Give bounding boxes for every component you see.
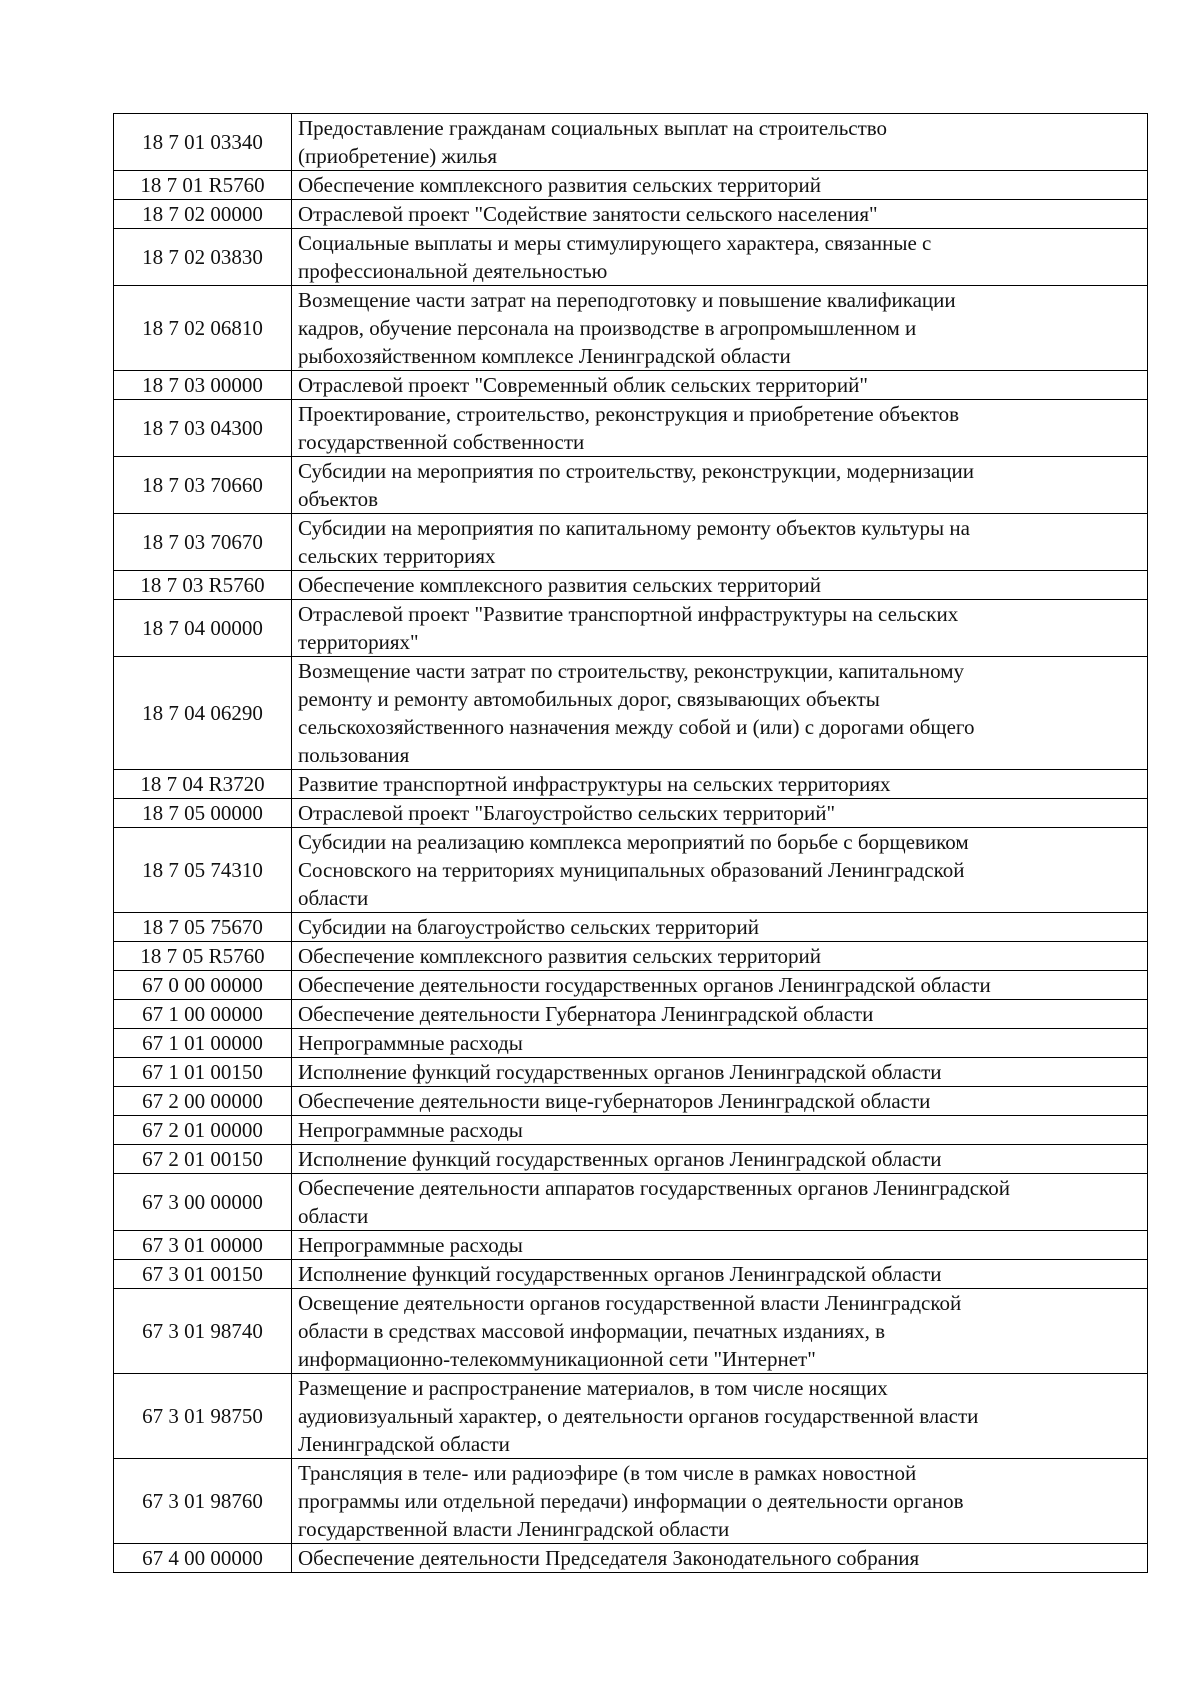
table-row [114,1544,1148,1573]
row-code: 67 0 00 00000 [114,971,292,1000]
table-row [114,171,1148,200]
row-description: Исполнение функций государственных органов Ленинградской области [292,1260,1148,1289]
row-description: Возмещение части затрат на переподготовку и повышение квалификации кадров, обучение персонала на производстве в агропромышленном и рыбохозяйственном комплексе Ленинградской области [292,286,1148,371]
row-code: 67 4 00 00000 [114,1544,292,1573]
row-code: 18 7 04 R3720 [114,770,292,799]
row-description: Исполнение функций государственных органов Ленинградской области [292,1145,1148,1174]
table-row [114,371,1148,400]
row-description: Непрограммные расходы [292,1116,1148,1145]
row-code: 18 7 05 00000 [114,799,292,828]
row-code: 18 7 04 00000 [114,600,292,657]
row-code: 18 7 05 74310 [114,828,292,913]
row-code: 67 2 00 00000 [114,1087,292,1116]
row-description: Субсидии на мероприятия по капитальному ремонту объектов культуры на сельских территориях [292,514,1148,571]
row-description: Субсидии на благоустройство сельских территорий [292,913,1148,942]
row-description: Предоставление гражданам социальных выплат на строительство (приобретение) жилья [292,114,1148,171]
table-row [114,1145,1148,1174]
table-row [114,1260,1148,1289]
row-code: 67 2 01 00000 [114,1116,292,1145]
table-row [114,200,1148,229]
row-description: Непрограммные расходы [292,1231,1148,1260]
table-row [114,913,1148,942]
row-description: Обеспечение комплексного развития сельских территорий [292,571,1148,600]
row-description: Возмещение части затрат по строительству, реконструкции, капитальному ремонту и ремонту автомобильных дорог, связывающих объекты сельскохозяйственного назначения между собой и (или) с дорогами общего пользования [292,657,1148,770]
row-code: 18 7 03 70660 [114,457,292,514]
row-description: Обеспечение деятельности аппаратов государственных органов Ленинградской области [292,1174,1148,1231]
table-row [114,1087,1148,1116]
row-code: 18 7 03 00000 [114,371,292,400]
row-code: 67 3 00 00000 [114,1174,292,1231]
table-row [114,971,1148,1000]
row-description: Обеспечение деятельности Губернатора Ленинградской области [292,1000,1148,1029]
table-row [114,799,1148,828]
row-code: 67 2 01 00150 [114,1145,292,1174]
row-code: 18 7 03 70670 [114,514,292,571]
table-row [114,770,1148,799]
table-row [114,1116,1148,1145]
row-code: 67 3 01 98760 [114,1459,292,1544]
row-code: 67 1 01 00150 [114,1058,292,1087]
row-code: 67 3 01 00000 [114,1231,292,1260]
row-description: Отраслевой проект "Развитие транспортной инфраструктуры на сельских территориях" [292,600,1148,657]
table-row [114,1289,1148,1374]
row-code: 18 7 05 R5760 [114,942,292,971]
table-row [114,600,1148,657]
row-description: Трансляция в теле- или радиоэфире (в том числе в рамках новостной программы или отдельной передачи) информации о деятельности органов государственной власти Ленинградской области [292,1459,1148,1544]
row-description: Обеспечение комплексного развития сельских территорий [292,171,1148,200]
row-code: 67 3 01 98740 [114,1289,292,1374]
row-description: Отраслевой проект "Благоустройство сельских территорий" [292,799,1148,828]
row-description: Отраслевой проект "Современный облик сельских территорий" [292,371,1148,400]
row-description: Исполнение функций государственных органов Ленинградской области [292,1058,1148,1087]
row-description: Размещение и распространение материалов, в том числе носящих аудиовизуальный характер, о деятельности органов государственной власти Ленинградской области [292,1374,1148,1459]
table-row [114,1174,1148,1231]
table-row [114,514,1148,571]
row-code: 18 7 01 03340 [114,114,292,171]
row-description: Субсидии на мероприятия по строительству, реконструкции, модернизации объектов [292,457,1148,514]
row-code: 18 7 03 R5760 [114,571,292,600]
table-row [114,229,1148,286]
row-description: Субсидии на реализацию комплекса мероприятий по борьбе с борщевиком Сосновского на территориях муниципальных образований Ленинградской области [292,828,1148,913]
budget-code-table [113,113,1148,1573]
table-row [114,1058,1148,1087]
table-row [114,942,1148,971]
table-row [114,286,1148,371]
row-description: Обеспечение деятельности государственных органов Ленинградской области [292,971,1148,1000]
row-code: 18 7 01 R5760 [114,171,292,200]
row-code: 18 7 02 00000 [114,200,292,229]
row-description: Развитие транспортной инфраструктуры на сельских территориях [292,770,1148,799]
table-row [114,457,1148,514]
row-description: Проектирование, строительство, реконструкция и приобретение объектов государственной собственности [292,400,1148,457]
table-row [114,1029,1148,1058]
row-code: 67 3 01 00150 [114,1260,292,1289]
table-row [114,571,1148,600]
table-body [114,114,1148,1573]
table-row [114,1000,1148,1029]
table-row [114,1459,1148,1544]
table-row [114,828,1148,913]
table-row [114,657,1148,770]
row-description: Обеспечение деятельности Председателя Законодательного собрания [292,1544,1148,1573]
row-description: Обеспечение деятельности вице-губернаторов Ленинградской области [292,1087,1148,1116]
row-code: 67 3 01 98750 [114,1374,292,1459]
row-description: Отраслевой проект "Содействие занятости сельского населения" [292,200,1148,229]
row-code: 18 7 02 03830 [114,229,292,286]
table-row [114,114,1148,171]
row-description: Непрограммные расходы [292,1029,1148,1058]
row-description: Обеспечение комплексного развития сельских территорий [292,942,1148,971]
row-code: 18 7 03 04300 [114,400,292,457]
row-code: 18 7 04 06290 [114,657,292,770]
table-row [114,1374,1148,1459]
row-code: 18 7 05 75670 [114,913,292,942]
row-description: Освещение деятельности органов государственной власти Ленинградской области в средствах массовой информации, печатных изданиях, в информационно-телекоммуникационной сети "Интернет" [292,1289,1148,1374]
table-row [114,400,1148,457]
row-description: Социальные выплаты и меры стимулирующего характера, связанные с профессиональной деятельностью [292,229,1148,286]
row-code: 67 1 01 00000 [114,1029,292,1058]
row-code: 67 1 00 00000 [114,1000,292,1029]
table-row [114,1231,1148,1260]
row-code: 18 7 02 06810 [114,286,292,371]
